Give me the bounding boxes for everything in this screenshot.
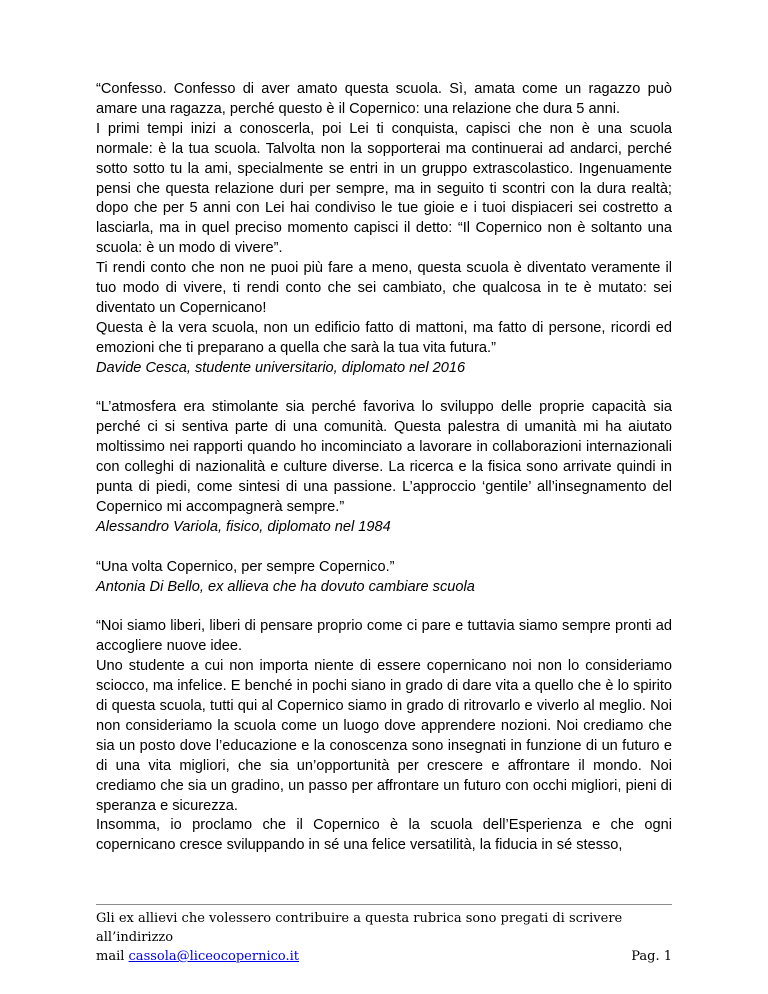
paragraph: I primi tempi inizi a conoscerla, poi Lei ti conquista, capisci che non è una scuola normale: è la tua scuola. Talvolta non la sopporterai ma continuerai ad andarci, perché sotto sotto tu la ami, specialmente se entri in un gruppo extrascolastico. Ingenuamente pensi che questa relazione duri per sempre, ma in seguito ti scontri con la dura realtà; dopo che per 5 anni con Lei hai condiviso le tue gioie e i tuoi dispiaceri sei costretto a lasciarla, ma in quel preciso momento capisci il detto: “Il Copernico non è soltanto una scuola: è un modo di vivere”.	[96, 120, 672, 257]
paragraph: “Una volta Copernico, per sempre Copernico.”	[96, 558, 395, 575]
paragraph: “Noi siamo liberi, liberi di pensare proprio come ci pare e tuttavia siamo sempre pronti ad accogliere nuove idee.	[96, 618, 672, 655]
testimonial-di-bello	[96, 558, 672, 598]
testimonial-cesca	[96, 80, 672, 379]
paragraph: Uno studente a cui non importa niente di essere copernicano noi non lo consideriamo sciocco, ma infelice. E benché in pochi siano in grado di dare vita a quello che è lo spirito di questa scuola, tutti qui al Copernico siamo in grado di ritrovarlo e viverlo al meglio. Noi non consideriamo la scuola come un luogo dove apprendere nozioni. Noi crediamo che sia un posto dove l’educazione e la conoscenza sono insegnati in funzione di un futuro e di una vita migliori, che sia un’opportunità per crescere e affrontare il mondo. Noi crediamo che sia un gradino, un passo per affrontare un futuro con occhi migliori, pieni di speranza e sicurezza.	[96, 658, 672, 814]
testimonial-variola	[96, 398, 672, 537]
paragraph: Questa è la vera scuola, non un edificio fatto di mattoni, ma fatto di persone, ricordi ed emozioni che ti preparano a quella che sarà la tua vita futura.”	[96, 319, 672, 356]
paragraph: Insomma, io proclamo che il Copernico è la scuola dell’Esperienza e che ogni copernicano cresce sviluppando in sé una felice versatilità, la fiducia in sé stesso,	[96, 817, 672, 854]
footer-mail-line	[96, 947, 299, 966]
testimonial-student	[96, 617, 672, 856]
signature: Alessandro Variola, fisico, diplomato nel 1984	[96, 518, 391, 535]
document-body	[96, 80, 672, 876]
email-link[interactable]: cassola@liceocopernico.it	[128, 949, 300, 964]
footer-divider	[96, 904, 672, 905]
mail-prefix: mail	[96, 949, 129, 964]
paragraph: “L’atmosfera era stimolante sia perché favoriva lo sviluppo delle proprie capacità sia perché ci si sentiva parte di una comunità. Questa palestra di umanità mi ha aiutato moltissimo nei rapporti quando ho incominciato a lavorare in collaborazioni internazionali con colleghi di nazionalità e culture diverse. La ricerca e la fisica sono arrivate quindi in punta di piedi, come sintesi di una passione. L’approccio ‘gentile’ all’insegnamento del Copernico mi accompagnerà sempre.”	[96, 399, 672, 516]
signature: Antonia Di Bello, ex allieva che ha dovuto cambiare scuola	[96, 578, 475, 595]
page-footer	[96, 909, 672, 966]
page-number: Pag. 1	[631, 949, 672, 964]
footer-note: Gli ex allievi che volessero contribuire a questa rubrica sono pregati di scrivere all’indirizzo	[96, 911, 623, 945]
paragraph: “Confesso. Confesso di aver amato questa scuola. Sì, amata come un ragazzo può amare una ragazza, perché questo è il Copernico: una relazione che dura 5 anni.	[96, 81, 672, 117]
signature: Davide Cesca, studente universitario, diplomato nel 2016	[96, 359, 466, 376]
paragraph: Ti rendi conto che non ne puoi più fare a meno, questa scuola è diventato veramente il tuo modo di vivere, ti rendi conto che sei cambiato, che qualcosa in te è mutato: sei diventato un Copernicano!	[96, 260, 672, 316]
